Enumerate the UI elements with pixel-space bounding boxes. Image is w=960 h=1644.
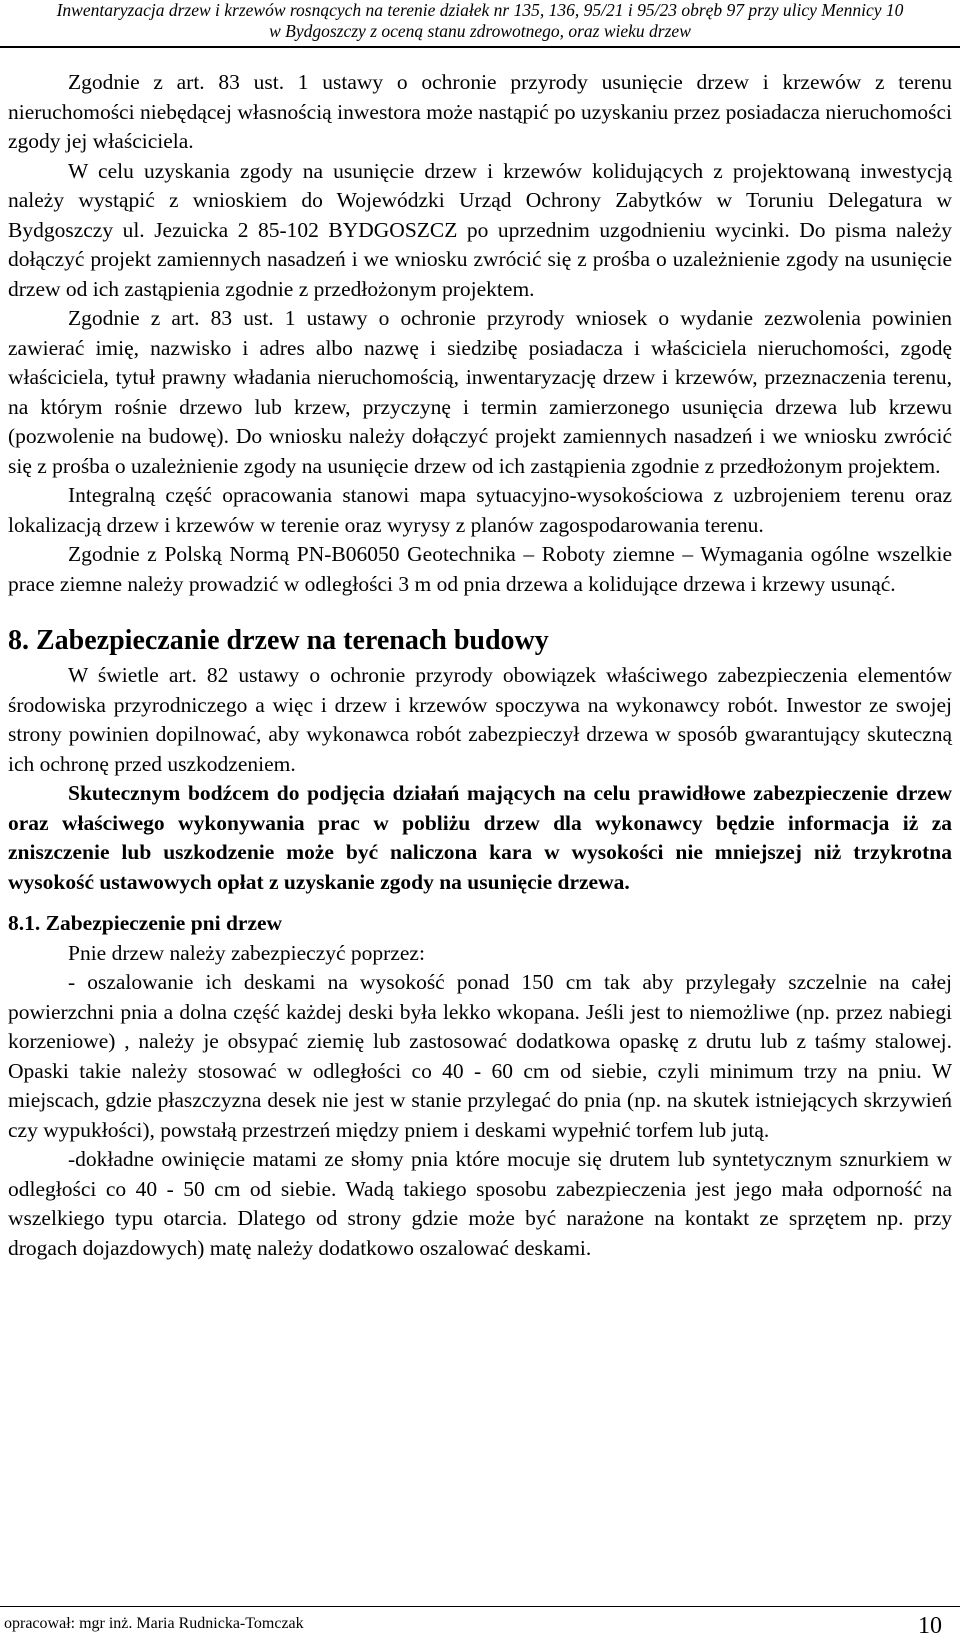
paragraph-consent-request: W celu uzyskania zgody na usunięcie drzew i krzewów kolidujących z projektowaną inwestycją należy wystąpić z wnioskiem do Wojewódzki Urząd Ochrony Zabytków w Toruniu Delegatura w Bydgoszczy ul. Jezuicka 2 85-102 BYDGOSZCZ po uprzednim uzgodnieniu wycinki. Do pisma należy dołączyć projekt zamiennych nasadzeń i we wniosku zwrócić się z prośba o uzależnienie zgody na usunięcie drzew od ich zastąpienia zgodnie z przedłożonym projektem. xyxy=(8,158,952,301)
paragraph-integral-map: Integralną część opracowania stanowi mapa sytuacyjno-wysokościowa z uzbrojeniem terenu oraz lokalizacją drzew i krzewów w terenie oraz wyrysy z planów zagospodarowania terenu. xyxy=(8,483,952,537)
document-body xyxy=(8,68,952,1263)
paragraph-penalty-notice: Skutecznym bodźcem do podjęcia działań mających na celu prawidłowe zabezpieczenie drzew oraz właściwego wykonywania prac w pobliżu drzew dla wykonawcy będzie informacja iż za zniszczenie lub uszkodzenie może być naliczona kara w wysokości nie mniejszej niż trzykrotna wysokość ustawowych opłat z uzyskanie zgody na usunięcie drzewa. xyxy=(8,781,952,894)
list-item-boarding: - oszalowanie ich deskami na wysokość ponad 150 cm tak aby przylegały szczelnie na całej powierzchni pnia a dolna część każdej deski była lekko wkopana. Jeśli jest to niemożliwe (np. przez nabiegi korzeniowe) , należy je obsypać ziemię lub zastosować dodatkowa opaskę z drutu lub z taśmy stalowej. Opaski takie należy stosować w odległości co 40 - 60 cm od siebie, czyli minimum trzy na pniu. W miejscach, gdzie płaszczyzna desek nie jest w stanie przylegać do pnia (np. na skutek istniejących skrzywień czy wypukłości), powstałą przestrzeń między pniem i deskami wypełnić torfem lub jutą. xyxy=(8,970,952,1142)
paragraph-art-82: W świetle art. 82 ustawy o ochronie przyrody obowiązek właściwego zabezpieczenia elementów środowiska przyrodniczego a więc i drzew i krzewów spoczywa na wykonawcy robót. Inwestor ze swojej strony powinien dopilnować, aby wykonawca robót zabezpieczył drzewa w sposób gwarantujący skuteczną ich ochronę przed uszkodzeniem. xyxy=(8,663,952,776)
paragraph-art-83: Zgodnie z art. 83 ust. 1 ustawy o ochronie przyrody usunięcie drzew i krzewów z terenu nieruchomości niebędącej własnością inwestora może nastąpić po uzyskaniu przez posiadacza nieruchomości zgody jej właściciela. xyxy=(8,70,952,153)
page-header xyxy=(0,0,960,42)
footer-divider xyxy=(0,1606,960,1607)
section-8-1-heading: 8.1. Zabezpieczenie pni drzew xyxy=(8,911,283,935)
page-number: 10 xyxy=(918,1613,942,1639)
header-divider xyxy=(0,46,960,48)
header-line-1: Inwentaryzacja drzew i krzewów rosnących na terenie działek nr 135, 136, 95/21 i 95/23 obręb 97 przy ulicy Mennicy 10 xyxy=(56,0,904,20)
footer-author: opracował: mgr inż. Maria Rudnicka-Tomczak xyxy=(4,1615,304,1632)
paragraph-application-contents: Zgodnie z art. 83 ust. 1 ustawy o ochronie przyrody wniosek o wydanie zezwolenia powinien zawierać imię, nazwisko i adres albo nazwę i siedzibę posiadacza i właściciela nieruchomości, zgodę właściciela, tytuł prawny władania nieruchomością, inwentaryzację drzew i krzewów, przeznaczenia terenu, na którym rośnie drzewo lub krzew, przyczynę i termin zamierzonego usunięcia drzewa lub krzewu (pozwolenie na budowę). Do wniosku należy dołączyć projekt zamiennych nasadzeń i we wniosku zwrócić się z prośba o uzależnienie zgody na usunięcie drzew od ich zastąpienia zgodnie z przedłożonym projektem. xyxy=(8,306,952,478)
header-line-2: w Bydgoszczy z oceną stanu zdrowotnego, oraz wieku drzew xyxy=(269,21,691,41)
section-8-heading: 8. Zabezpieczanie drzew na terenach budowy xyxy=(8,625,549,656)
paragraph-norm: Zgodnie z Polską Normą PN-B06050 Geotechnika – Roboty ziemne – Wymagania ogólne wszelkie prace ziemne należy prowadzić w odległości 3 m od pnia drzewa a kolidujące drzewa i krzewy usunąć. xyxy=(8,542,952,596)
list-item-straw-mats: -dokładne owinięcie matami ze słomy pnia które mocuje się drutem lub syntetycznym sznurkiem w odległości co 40 - 50 cm od siebie. Wadą takiego sposobu zabezpieczenia jest jego mała odporność na wszelkiego typu otarcia. Dlatego od strony gdzie może być narażone na kontakt ze sprzętem np. przy drogach dojazdowych) matę należy dodatkowo oszalować deskami. xyxy=(8,1147,952,1260)
paragraph-trunk-intro: Pnie drzew należy zabezpieczyć poprzez: xyxy=(68,940,425,965)
